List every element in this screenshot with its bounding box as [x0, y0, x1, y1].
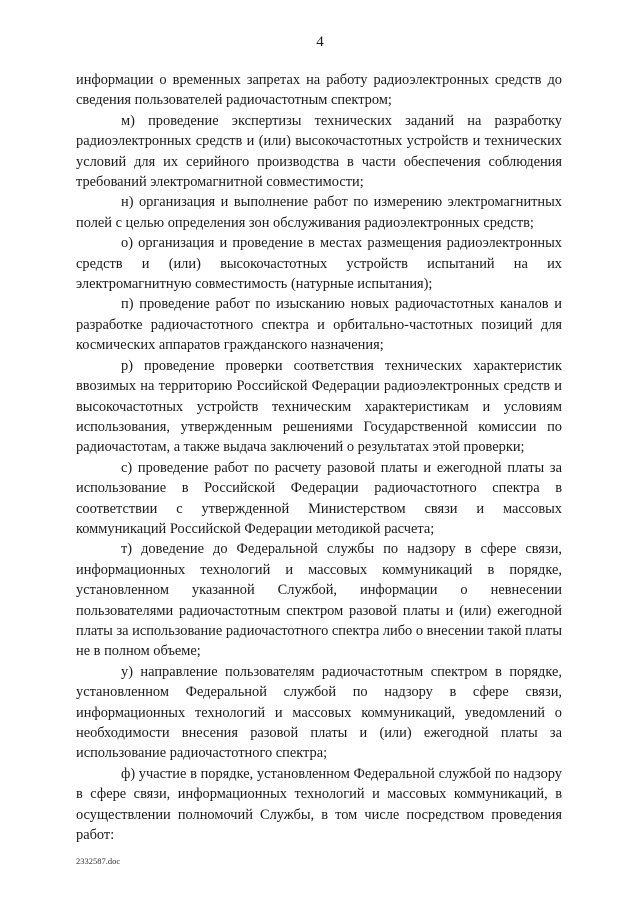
paragraph-p: п) проведение работ по изысканию новых радиочастотных каналов и разработке радиочастотного спектра и орбитально-частотных позиций для космических аппаратов гражданского назначения;: [76, 296, 562, 354]
page-number: 4: [316, 34, 324, 50]
paragraph-o: о) организация и проведение в местах размещения радиоэлектронных средств и (или) высокочастотных устройств испытаний на их электромагнитную совместимость (натурные испытания);: [76, 235, 562, 293]
paragraph-r: р) проведение проверки соответствия технических характеристик ввозимых на территорию Российской Федерации радиоэлектронных средств и высокочастотных устройств техническим характеристикам и условиям использования, утвержденным решениями Государственной комиссии по радиочастотам, а также выдача заключений о результатах этой проверки;: [76, 357, 562, 456]
paragraph-n: н) организация и выполнение работ по измерению электромагнитных полей с целью определения зон обслуживания радиоэлектронных средств;: [76, 194, 562, 231]
paragraph-m: м) проведение экспертизы технических заданий на разработку радиоэлектронных средств и (или) высокочастотных устройств и технических условий для их серийного производства в части обеспечения соблюдения требований электромагнитной совместимости;: [76, 112, 562, 191]
paragraph-u: у) направление пользователям радиочастотным спектром в порядке, установленном Федеральной службой по надзору в сфере связи, информационных технологий и массовых коммуникаций, уведомлений о необходимости внесения разовой платы и (или) ежегодной платы за использование радиочастотного спектра;: [76, 663, 562, 762]
document-footer-filename: 2332587.doc: [76, 856, 121, 866]
paragraph-f: ф) участие в порядке, установленном Федеральной службой по надзору в сфере связи, информационных технологий и массовых коммуникаций, в осуществлении полномочий Службы, в том числе посредством проведения работ:: [76, 765, 562, 844]
paragraph-s: с) проведение работ по расчету разовой платы и ежегодной платы за использование в Российской Федерации радиочастотного спектра в соответствии с утвержденной Министерством связи и массовых коммуникаций Российской Федерации методикой расчета;: [76, 459, 562, 537]
document-body: [76, 70, 562, 845]
paragraph-continuation: информации о временных запретах на работу радиоэлектронных средств до сведения пользователей радиочастотным спектром;: [76, 72, 562, 109]
paragraph-t: т) доведение до Федеральной службы по надзору в сфере связи, информационных технологий и массовых коммуникаций в порядке, установленном указанной Службой, информации о невнесении пользователями радиочастотным спектром разовой платы и (или) ежегодной платы за использование радиочастотного спектра либо о внесении такой платы не в полном объеме;: [76, 541, 562, 660]
